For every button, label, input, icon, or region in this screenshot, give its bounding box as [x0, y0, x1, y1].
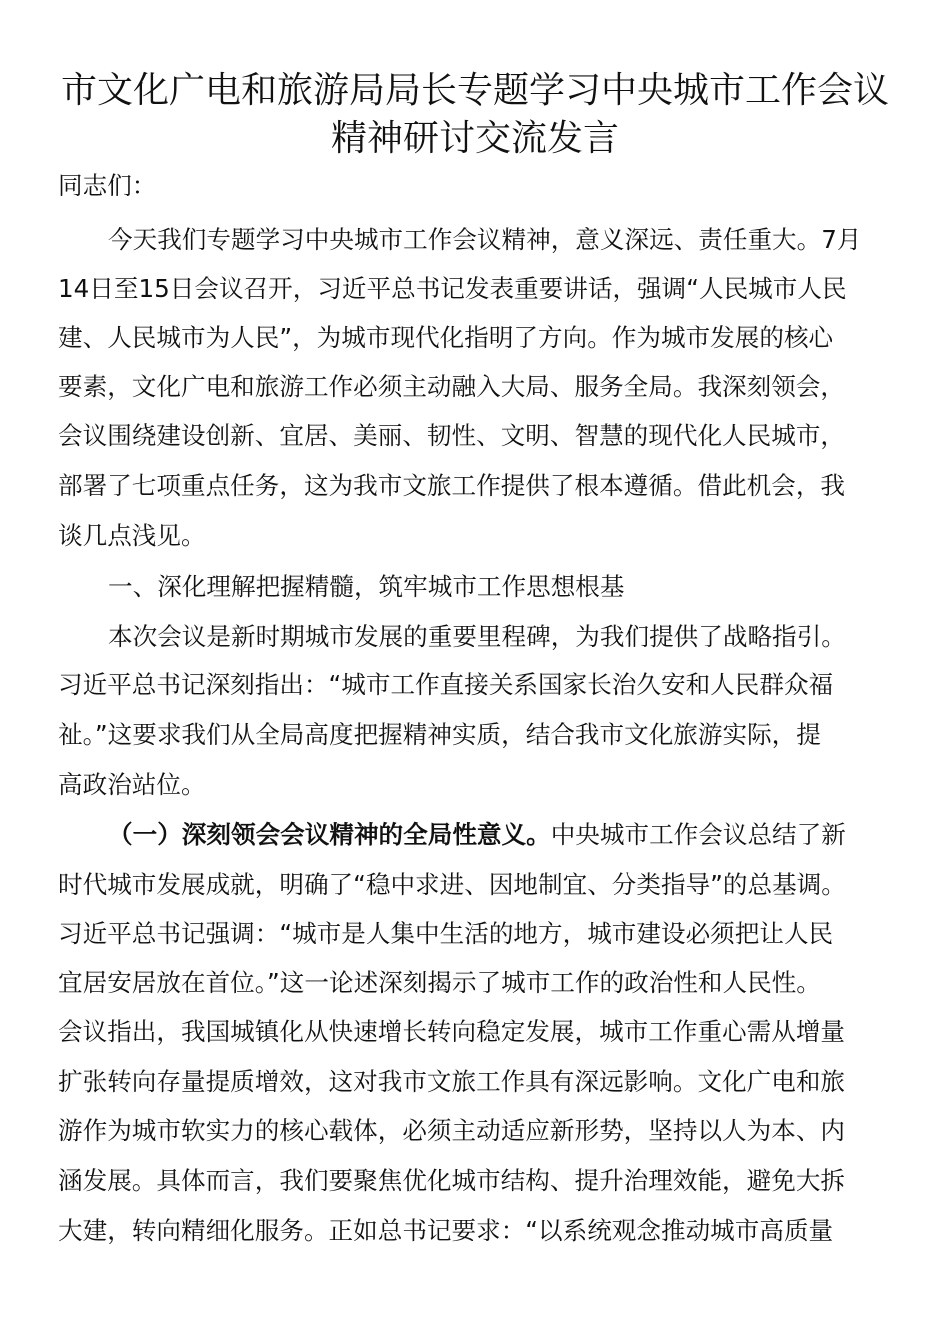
paragraph-line: 扩张转向存量提质增效，这对我市文旅工作具有深远影响。文化广电和旅 — [58, 1067, 846, 1096]
paragraph-line: 建、人民城市为人民”，为城市现代化指明了方向。作为城市发展的核心 — [58, 323, 834, 352]
greeting: 同志们： — [58, 171, 157, 200]
section-heading: 一、深化理解把握精髓，筑牢城市工作思想根基 — [108, 572, 625, 601]
paragraph-line: 会议指出，我国城镇化从快速增长转向稳定发展，城市工作重心需从增量 — [58, 1017, 846, 1046]
paragraph-line: 今天我们专题学习中央城市工作会议精神，意义深远、责任重大。7月 — [108, 225, 862, 254]
paragraph-line: 谈几点浅见。 — [58, 521, 206, 550]
paragraph-line: 部署了七项重点任务，这为我市文旅工作提供了根本遵循。借此机会，我 — [58, 471, 846, 500]
subsection-line — [108, 815, 846, 855]
paragraph-line: 会议围绕建设创新、宜居、美丽、韧性、文明、智慧的现代化人民城市， — [58, 421, 846, 450]
subsection-heading: （一）深刻领会会议精神的全局性意义。 — [108, 820, 551, 849]
document-title-line-1: 市文化广电和旅游局局长专题学习中央城市工作会议 — [60, 70, 889, 111]
paragraph-line: 本次会议是新时期城市发展的重要里程碑，为我们提供了战略指引。 — [108, 622, 846, 651]
document-title-line-2: 精神研讨交流发言 — [330, 118, 619, 159]
paragraph-line: 习近平总书记深刻指出：“城市工作直接关系国家长治久安和人民群众福 — [58, 670, 834, 699]
paragraph-line: 祉。”这要求我们从全局高度把握精神实质，结合我市文化旅游实际，提 — [58, 720, 821, 749]
paragraph-line: 习近平总书记强调：“城市是人集中生活的地方，城市建设必须把让人民 — [58, 919, 834, 948]
paragraph-line: 涵发展。具体而言，我们要聚焦优化城市结构、提升治理效能，避免大拆 — [58, 1166, 846, 1195]
paragraph-line: 宜居安居放在首位。”这一论述深刻揭示了城市工作的政治性和人民性。 — [58, 968, 821, 997]
paragraph-line: 要素，文化广电和旅游工作必须主动融入大局、服务全局。我深刻领会， — [58, 372, 846, 401]
paragraph-line: 时代城市发展成就，明确了“稳中求进、因地制宜、分类指导”的总基调。 — [58, 870, 846, 899]
paragraph-line: 大建，转向精细化服务。正如总书记要求：“以系统观念推动城市高质量 — [58, 1216, 834, 1245]
paragraph-line: 14日至15日会议召开，习近平总书记发表重要讲话，强调“人民城市人民 — [58, 274, 847, 303]
paragraph-line: 高政治站位。 — [58, 770, 206, 799]
subsection-text: 中央城市工作会议总结了新 — [550, 820, 846, 849]
paragraph-line: 游作为城市软实力的核心载体，必须主动适应新形势，坚持以人为本、内 — [58, 1116, 846, 1145]
